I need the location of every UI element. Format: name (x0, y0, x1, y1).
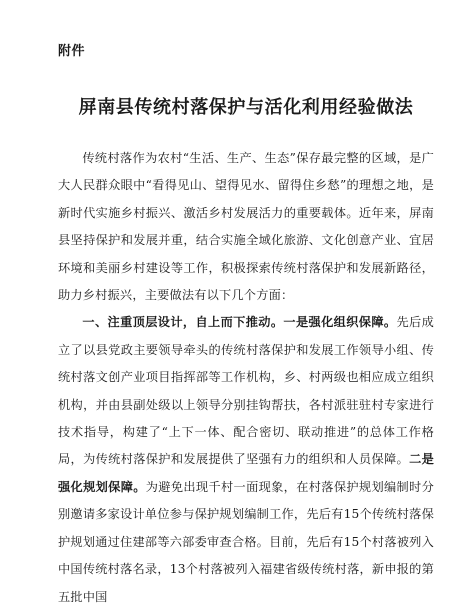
point-1-text: 先后成立了以县党政主要领导牵头的传统村落保护和发展工作领导小组、传统村落文创产业项目指挥部等工作机构，乡、村两级也相应成立组织机构，并由县副处级以上领导分别挂钩帮扶，各村派驻驻村专家进行技术指导，构建了“上下一体、配合密切、联动推进”的总体工作格局，为传统村落保护和发展提供了坚强有力的组织和人员保障。 (58, 315, 434, 467)
attachment-label: 附件 (58, 44, 86, 59)
point-1-heading: 一是强化组织保障。 (283, 315, 397, 330)
document-title: 屏南县传统村落保护与活化利用经验做法 (78, 97, 414, 118)
section-1-paragraph (58, 309, 434, 610)
point-2-heading: 二是强化规划保障。 (58, 452, 434, 494)
intro-paragraph (58, 145, 434, 309)
point-2-text: 为避免出现千村一面现象，在村落保护规划编制时分别邀请多家设计单位参与保护规划编制工作，先后有15个传统村落保护规划通过住建部等六部委审查合格。目前，先后有15个村落被列入中国传统村落名录，13个村落被列入福建省级传统村落，新申报的第五批中国 (58, 479, 434, 604)
intro-text: 传统村落作为农村“生活、生产、生态”保存最完整的区域，是广大人民群众眼中“看得见山、望得见水、留得住乡愁”的理想之地，是新时代实施乡村振兴、激活乡村发展活力的重要载体。近年来，屏南县坚持保护和发展并重，结合实施全域化旅游、文化创意产业、宜居环境和美丽乡村建设等工作，积极探索传统村落保护和发展新路径，助力乡村振兴，主要做法有以下几个方面： (58, 151, 434, 303)
section-1-heading: 一、注重顶层设计，自上而下推动。 (82, 315, 284, 330)
